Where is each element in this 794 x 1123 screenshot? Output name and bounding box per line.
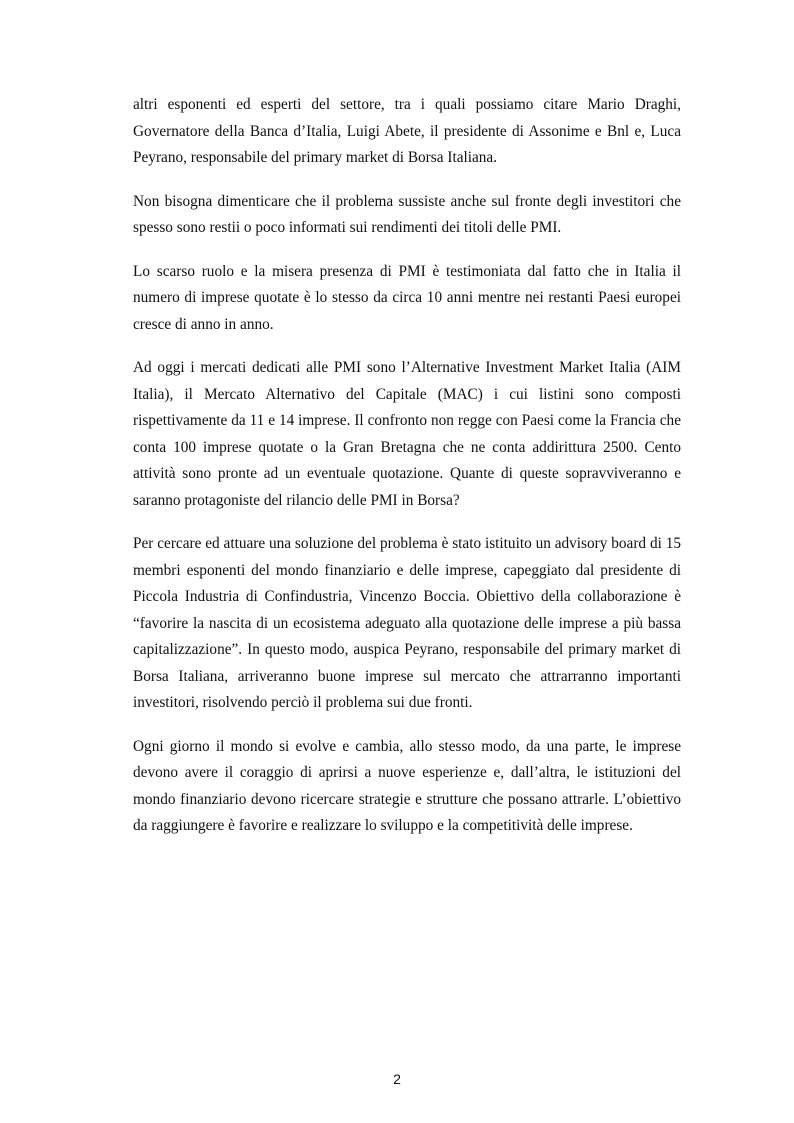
paragraph-advisory-board: Per cercare ed attuare una soluzione del problema è stato istituito un advisory board di 15 membri esponenti del mondo finanziario e delle imprese, capeggiato dal presidente di Piccola Industria di Confindustria, Vincenzo Boccia. Obiettivo della collaborazione è “favorire la nascita di un ecosistema adeguato alla quotazione delle imprese a più bassa capitalizzazione”. In questo modo, auspica Peyrano, responsabile del primary market di Borsa Italiana, arriveranno buone imprese sul mercato che attrarranno importanti investitori, risolvendo perciò il problema sui due fronti.: [133, 535, 681, 711]
body-text: [133, 92, 681, 857]
paragraph-conclusion: Ogni giorno il mondo si evolve e cambia, allo stesso modo, da una parte, le imprese devono avere il coraggio di aprirsi a nuove esperienze e, dall’altra, le istituzioni del mondo finanziario devono ricercare strategie e strutture che possano attrarle. L’obiettivo da raggiungere è favorire e realizzare lo sviluppo e la competitività delle imprese.: [133, 737, 681, 834]
paragraph-investors: Non bisogna dimenticare che il problema sussiste anche sul fronte degli investitori che spesso sono restii o poco informati sui rendimenti dei titoli delle PMI.: [133, 192, 681, 236]
paragraph-pmi-presence: Lo scarso ruolo e la misera presenza di PMI è testimoniata dal fatto che in Italia il numero di imprese quotate è lo stesso da circa 10 anni mentre nei restanti Paesi europei cresce di anno in anno.: [133, 262, 681, 333]
page-number: 2: [393, 1071, 401, 1087]
paragraph-experts: altri esponenti ed esperti del settore, tra i quali possiamo citare Mario Draghi, Governatore della Banca d’Italia, Luigi Abete, il presidente di Assonime e Bnl e, Luca Peyrano, responsabile del primary market di Borsa Italiana.: [133, 96, 681, 166]
paragraph-markets: Ad oggi i mercati dedicati alle PMI sono l’Alternative Investment Market Italia (AIM Italia), il Mercato Alternativo del Capitale (MAC) i cui listini sono composti rispettivamente da 11 e 14 imprese. Il confronto non regge con Paesi come la Francia che conta 100 imprese quotate o la Gran Bretagna che ne conta addirittura 2500. Cento attività sono pronte ad un eventuale quotazione. Quante di queste sopravviveranno e saranno protagoniste del rilancio delle PMI in Borsa?: [133, 359, 681, 509]
